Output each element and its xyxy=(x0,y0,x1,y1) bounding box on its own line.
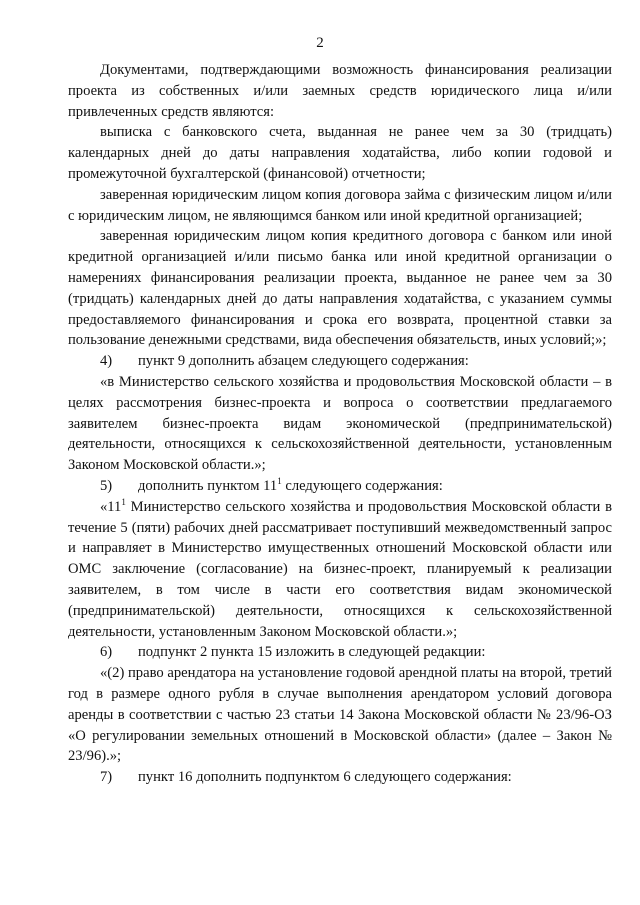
paragraph-bank-statement: выписка с банковского счета, выданная не ранее чем за 30 (тридцать) календарных дней до даты направления ходатайства, либо копии годовой и промежуточной бухгалтерской (финансовой) отчетности; xyxy=(68,124,612,182)
paragraph-loan-agreement: заверенная юридическим лицом копия договора займа с физическим лицом и/или с юридическим лицом, не являющимся банком или иной кредитной организацией; xyxy=(68,186,612,224)
list-item-4 xyxy=(68,351,612,372)
list-item-text-tail: следующего содержания: xyxy=(281,477,443,494)
list-item-text: подпункт 2 пункта 15 изложить в следующей редакции: xyxy=(138,644,486,661)
document-body xyxy=(68,60,612,788)
list-item-number: 6) xyxy=(100,644,113,661)
paragraph-clause-11-1 xyxy=(68,497,612,643)
clause-number: «11 xyxy=(100,498,122,515)
superscript: 1 xyxy=(121,496,126,507)
superscript: 1 xyxy=(277,476,282,487)
list-item-text: пункт 16 дополнить подпунктом 6 следующего содержания: xyxy=(138,769,512,786)
list-item-number: 7) xyxy=(100,769,113,786)
list-item-number: 4) xyxy=(100,353,113,370)
paragraph-ministry-agriculture: «в Министерство сельского хозяйства и продовольствия Московской области – в целях рассмотрения бизнес-проекта и вопроса о соответствии предлагаемого заявителем бизнес-проекта видам экономической (предпринимательской) деятельности, относящихся к сельскохозяйственной деятельности, установленным Законом Московской области.»; xyxy=(68,373,612,474)
paragraph-lease-rights: «(2) право арендатора на установление годовой арендной платы на второй, третий год в размере одного рубля в случае выполнения арендатором условий договора аренды в соответствии с частью 23 статьи 14 Закона Московской области № 23/96-ОЗ «О регулировании земельных отношений в Московской области» (далее – Закон № 23/96).»; xyxy=(68,665,612,765)
list-item-6 xyxy=(68,642,612,663)
list-item-5 xyxy=(68,476,612,497)
paragraph-financing-documents: Документами, подтверждающими возможность финансирования реализации проекта из собственных и/или заемных средств юридического лица и/или привлеченных средств являются: xyxy=(68,62,612,120)
list-item-number: 5) xyxy=(100,477,113,494)
list-item-7 xyxy=(68,767,612,788)
paragraph-credit-agreement: заверенная юридическим лицом копия кредитного договора с банком или иной кредитной организацией и/или письмо банка или иной кредитной организации о намерениях финансирования реализации проекта, выданное не ранее чем за 30 (тридцать) календарных дней до даты направления ходатайства, с указанием суммы предоставляемого финансирования и срока его возврата, процентной ставки за пользование денежными средствами, вида обеспечения обязательств, иных условий;»; xyxy=(68,228,612,349)
list-item-text: дополнить пунктом 11 xyxy=(138,477,278,494)
list-item-text: пункт 9 дополнить абзацем следующего содержания: xyxy=(138,353,469,370)
clause-text: Министерство сельского хозяйства и продовольствия Московской области в течение 5 (пяти) рабочих дней рассматривает поступивший межведомственный запрос и направляет в Министерство имущественных отношений Московской области или ОМС заключение (согласование) на бизнес-проект, планируемый к реализации заявителем, в том числе в части его соответствия видам экономической (предпринимательской) деятельности, относящихся к сельскохозяйственной деятельности, установленным Законом Московской области.»; xyxy=(68,498,612,640)
page-number: 2 xyxy=(316,35,324,51)
